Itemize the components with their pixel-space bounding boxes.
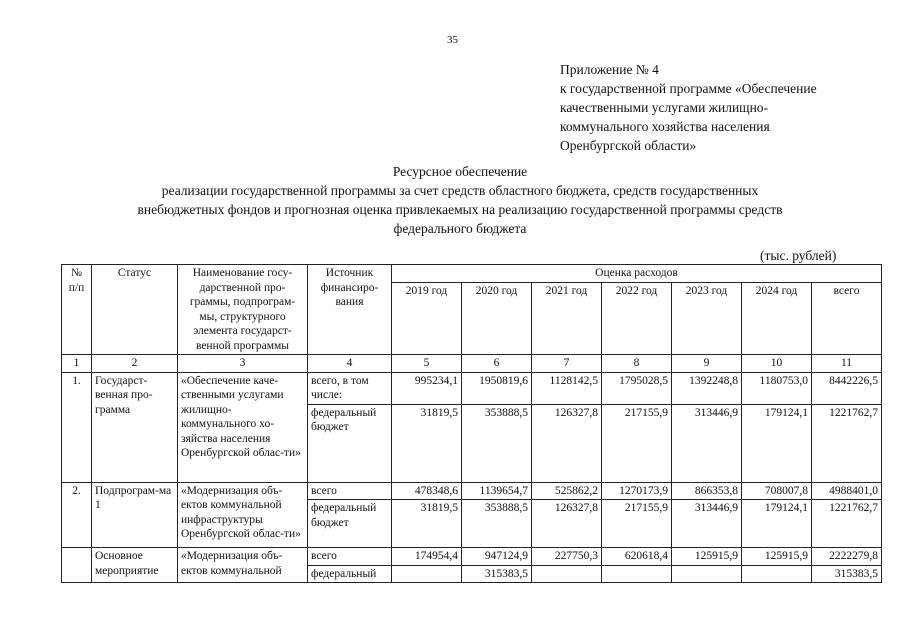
cell-value: 126327,8 bbox=[532, 500, 602, 548]
row-source: всего bbox=[308, 482, 392, 500]
table-row bbox=[62, 482, 882, 500]
cell-value: 31819,5 bbox=[392, 500, 462, 548]
cell-value: 353888,5 bbox=[462, 500, 532, 548]
row-source: федеральный bbox=[308, 565, 392, 583]
col-number: 5 bbox=[392, 355, 462, 373]
row-no: 1. bbox=[62, 372, 92, 482]
appendix-line: Оренбургской области» bbox=[560, 138, 697, 153]
cell-value: 313446,9 bbox=[672, 500, 742, 548]
units-label: (тыс. рублей) bbox=[760, 248, 837, 263]
cell-value bbox=[392, 565, 462, 583]
col-header-year: 2020 год bbox=[462, 283, 532, 355]
cell-value: 1392248,8 bbox=[672, 372, 742, 404]
col-header-estimate: Оценка расходов bbox=[392, 265, 882, 283]
heading-line: федерального бюджета bbox=[393, 221, 527, 236]
appendix-line: Приложение № 4 bbox=[560, 62, 659, 77]
row-source: всего bbox=[308, 548, 392, 566]
cell-value: 620618,4 bbox=[602, 548, 672, 566]
cell-value: 125915,9 bbox=[742, 548, 812, 566]
col-header-year: 2019 год bbox=[392, 283, 462, 355]
cell-value: 125915,9 bbox=[672, 548, 742, 566]
cell-value: 947124,9 bbox=[462, 548, 532, 566]
cell-value bbox=[532, 565, 602, 583]
col-header-year: 2021 год bbox=[532, 283, 602, 355]
cell-value: 8442226,5 bbox=[812, 372, 882, 404]
table-row bbox=[62, 548, 882, 566]
cell-value bbox=[602, 565, 672, 583]
cell-value bbox=[742, 565, 812, 583]
row-status: Подпрограм-ма 1 bbox=[92, 482, 178, 548]
cell-value: 1139654,7 bbox=[462, 482, 532, 500]
cell-value: 126327,8 bbox=[532, 404, 602, 482]
row-no bbox=[62, 548, 92, 583]
col-number: 4 bbox=[308, 355, 392, 373]
cell-value: 1221762,7 bbox=[812, 500, 882, 548]
cell-value: 217155,9 bbox=[602, 500, 672, 548]
header-row bbox=[62, 265, 882, 283]
cell-value: 478348,6 bbox=[392, 482, 462, 500]
appendix-line: качественными услугами жилищно- bbox=[560, 100, 769, 115]
col-number: 9 bbox=[672, 355, 742, 373]
table-row bbox=[62, 372, 882, 404]
col-header-no: № п/п bbox=[62, 265, 92, 355]
cell-value bbox=[672, 565, 742, 583]
resource-table bbox=[61, 264, 882, 583]
cell-value: 1950819,6 bbox=[462, 372, 532, 404]
appendix-block bbox=[560, 60, 880, 155]
cell-value: 315383,5 bbox=[462, 565, 532, 583]
col-number: 8 bbox=[602, 355, 672, 373]
appendix-line: коммунального хозяйства населения bbox=[560, 119, 770, 134]
cell-value: 227750,3 bbox=[532, 548, 602, 566]
cell-value: 174954,4 bbox=[392, 548, 462, 566]
cell-value: 1180753,0 bbox=[742, 372, 812, 404]
cell-value: 708007,8 bbox=[742, 482, 812, 500]
col-number: 1 bbox=[62, 355, 92, 373]
row-source: федеральный бюджет bbox=[308, 404, 392, 482]
cell-value: 1795028,5 bbox=[602, 372, 672, 404]
cell-value: 179124,1 bbox=[742, 404, 812, 482]
heading-line: внебюджетных фондов и прогнозная оценка привлекаемых на реализацию государственной программы средств bbox=[137, 202, 783, 217]
heading-line: реализации государственной программы за счет средств областного бюджета, средств государственных bbox=[161, 183, 759, 198]
heading-line: Ресурсное обеспечение bbox=[392, 164, 528, 179]
col-header-year: всего bbox=[812, 283, 882, 355]
cell-value: 353888,5 bbox=[462, 404, 532, 482]
cell-value: 4988401,0 bbox=[812, 482, 882, 500]
cell-value: 31819,5 bbox=[392, 404, 462, 482]
row-status: Государст-венная про-грамма bbox=[92, 372, 178, 482]
col-header-year: 2022 год bbox=[602, 283, 672, 355]
row-no: 2. bbox=[62, 482, 92, 548]
appendix-line: к государственной программе «Обеспечение bbox=[560, 81, 817, 96]
cell-value: 315383,5 bbox=[812, 565, 882, 583]
col-number: 11 bbox=[812, 355, 882, 373]
row-name: «Обеспечение каче-ственными услугами жилищно-коммунального хо-зяйства населения Оренбургской облас-ти» bbox=[178, 372, 308, 482]
col-header-year: 2023 год bbox=[672, 283, 742, 355]
row-status: Основное мероприятие bbox=[92, 548, 178, 583]
cell-value: 995234,1 bbox=[392, 372, 462, 404]
cell-value: 1270173,9 bbox=[602, 482, 672, 500]
column-number-row bbox=[62, 355, 882, 373]
cell-value: 313446,9 bbox=[672, 404, 742, 482]
row-source: всего, в том числе: bbox=[308, 372, 392, 404]
row-source: федеральный бюджет bbox=[308, 500, 392, 548]
col-number: 7 bbox=[532, 355, 602, 373]
col-number: 10 bbox=[742, 355, 812, 373]
col-number: 2 bbox=[92, 355, 178, 373]
col-header-name: Наименование госу-дарственной про-граммы, подпрограм-мы, структурного элемента государст-венной программы bbox=[178, 265, 308, 355]
cell-value: 866353,8 bbox=[672, 482, 742, 500]
cell-value: 217155,9 bbox=[602, 404, 672, 482]
cell-value: 1128142,5 bbox=[532, 372, 602, 404]
row-name: «Модернизация объ-ектов коммунальной инфраструктуры Оренбургской облас-ти» bbox=[178, 482, 308, 548]
row-name: «Модернизация объ-ектов коммунальной bbox=[178, 548, 308, 583]
cell-value: 525862,2 bbox=[532, 482, 602, 500]
col-header-status: Статус bbox=[92, 265, 178, 355]
cell-value: 179124,1 bbox=[742, 500, 812, 548]
col-number: 6 bbox=[462, 355, 532, 373]
cell-value: 1221762,7 bbox=[812, 404, 882, 482]
col-number: 3 bbox=[178, 355, 308, 373]
col-header-source: Источник финансиро-вания bbox=[308, 265, 392, 355]
col-header-year: 2024 год bbox=[742, 283, 812, 355]
cell-value: 2222279,8 bbox=[812, 548, 882, 566]
page-number: 35 bbox=[447, 34, 458, 46]
document-heading bbox=[60, 162, 860, 238]
